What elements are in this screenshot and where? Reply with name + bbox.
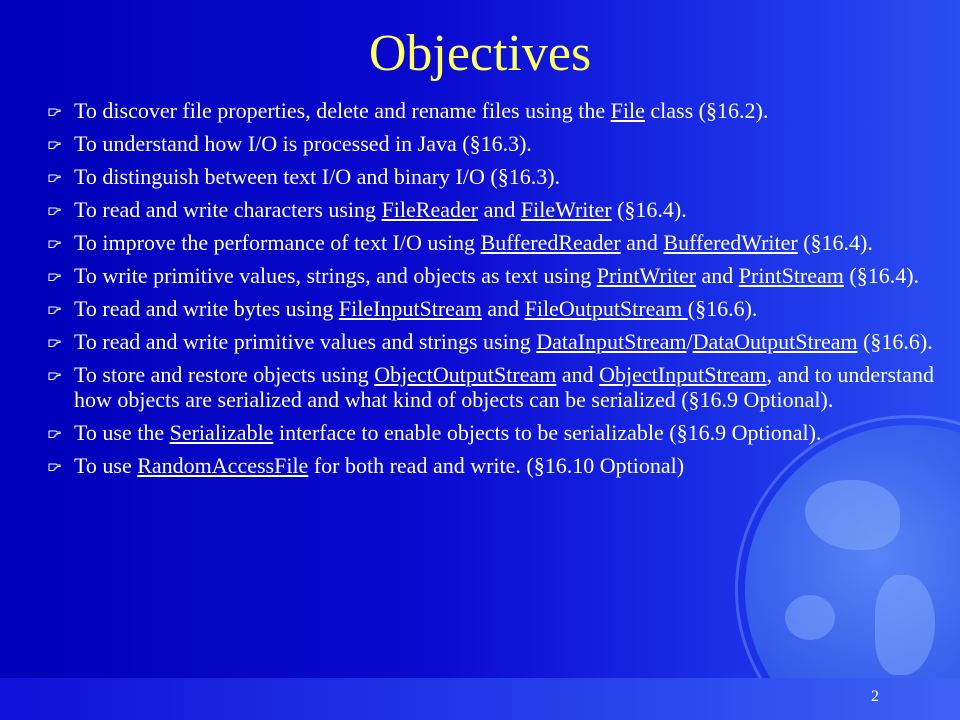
objective-text: for both read and write. (§16.10 Optional) bbox=[308, 453, 685, 478]
pointing-hand-icon bbox=[48, 171, 61, 183]
objective-text: (§16.4). bbox=[611, 197, 687, 222]
class-name-link: RandomAccessFile bbox=[137, 453, 309, 478]
class-name-link: Serializable bbox=[169, 420, 274, 445]
objective-item bbox=[48, 263, 938, 288]
objective-text: (§16.4). bbox=[843, 263, 920, 288]
pointing-hand-icon bbox=[48, 369, 61, 381]
objective-text: To discover file properties, delete and rename files using the bbox=[74, 98, 611, 123]
pointing-hand-icon bbox=[48, 105, 61, 117]
objective-text: To write primitive values, strings, and objects as text using bbox=[74, 263, 597, 288]
objective-item bbox=[48, 420, 938, 445]
objective-text: To use bbox=[74, 453, 138, 478]
class-name-link: PrintStream bbox=[738, 263, 844, 288]
objective-text: and bbox=[696, 263, 739, 288]
objective-item bbox=[48, 329, 938, 354]
objective-text: (§16.6). bbox=[857, 329, 933, 354]
class-name-link: FileReader bbox=[381, 197, 479, 222]
pointing-hand-icon bbox=[48, 138, 61, 150]
class-name-link: FileInputStream bbox=[338, 296, 482, 321]
objective-text: To read and write characters using bbox=[74, 197, 382, 222]
footer-band bbox=[0, 678, 960, 720]
class-name-link: ObjectInputStream bbox=[599, 362, 767, 387]
pointing-hand-icon bbox=[48, 336, 61, 348]
objective-text: (§16.6). bbox=[687, 296, 758, 321]
objective-text: and bbox=[620, 230, 664, 255]
class-name-link: FileWriter bbox=[520, 197, 612, 222]
class-name-link: DataInputStream bbox=[536, 329, 687, 354]
class-name-link: ObjectOutputStream bbox=[374, 362, 557, 387]
objective-text: / bbox=[686, 329, 693, 354]
class-name-link: FileOutputStream bbox=[524, 296, 688, 321]
objective-text: and bbox=[556, 362, 600, 387]
class-name-link: BufferedReader bbox=[480, 230, 621, 255]
objective-item bbox=[48, 230, 938, 255]
class-name-link: PrintWriter bbox=[596, 263, 697, 288]
objective-text: and bbox=[478, 197, 521, 222]
pointing-hand-icon bbox=[48, 204, 61, 216]
pointing-hand-icon bbox=[48, 460, 61, 472]
objective-text: To use the bbox=[74, 420, 170, 445]
objective-text: class (§16.2). bbox=[644, 98, 769, 123]
page-number: 2 bbox=[871, 688, 879, 705]
objective-text: , and to understand how objects are serialized and what kind of objects can be serialized (§16.9 Optional). bbox=[74, 362, 934, 412]
class-name-link: DataOutputStream bbox=[692, 329, 858, 354]
objective-item bbox=[48, 197, 938, 222]
objective-item bbox=[48, 453, 938, 478]
objective-text: To read and write bytes using bbox=[74, 296, 339, 321]
objective-text: To improve the performance of text I/O using bbox=[74, 230, 481, 255]
objective-item bbox=[48, 164, 938, 189]
objective-text: interface to enable objects to be serializable (§16.9 Optional). bbox=[273, 420, 822, 445]
objective-text: and bbox=[481, 296, 525, 321]
objectives-list bbox=[48, 98, 938, 486]
objective-text: To read and write primitive values and strings using bbox=[74, 329, 537, 354]
objective-item bbox=[48, 296, 938, 321]
objective-text: To distinguish between text I/O and binary I/O (§16.3). bbox=[74, 164, 561, 189]
objective-item bbox=[48, 98, 938, 123]
pointing-hand-icon bbox=[48, 427, 61, 439]
pointing-hand-icon bbox=[48, 270, 61, 282]
pointing-hand-icon bbox=[48, 303, 61, 315]
slide-title: Objectives bbox=[368, 25, 592, 82]
objective-item bbox=[48, 362, 938, 412]
class-name-link: BufferedWriter bbox=[663, 230, 798, 255]
objective-text: To store and restore objects using bbox=[74, 362, 375, 387]
objective-item bbox=[48, 131, 938, 156]
objective-text: To understand how I/O is processed in Java (§16.3). bbox=[74, 131, 532, 156]
class-name-link: File bbox=[610, 98, 645, 123]
objective-text: (§16.4). bbox=[797, 230, 873, 255]
pointing-hand-icon bbox=[48, 237, 61, 249]
